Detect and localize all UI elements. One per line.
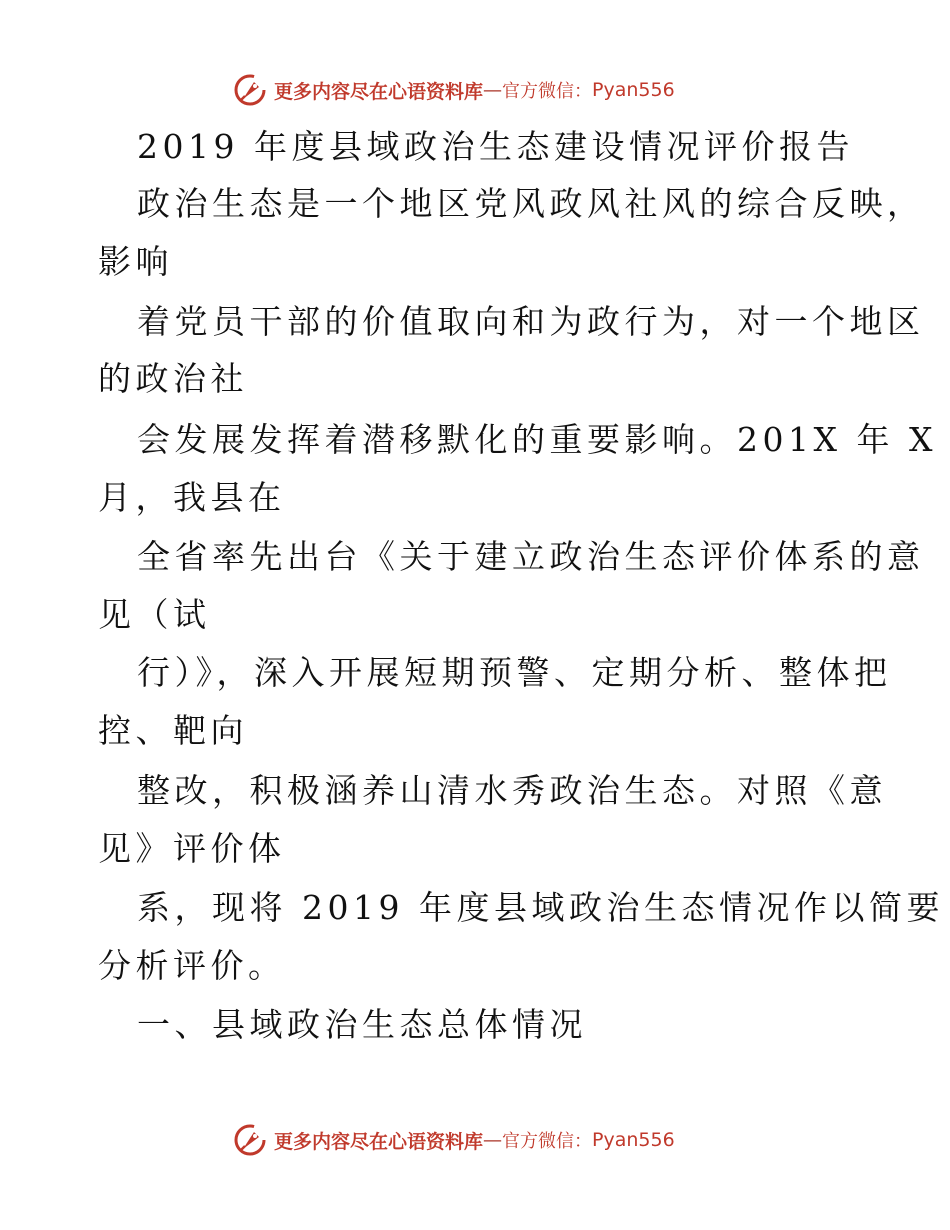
doc-line: 政治生态是一个地区党风政风社风的综合反映， [137, 184, 925, 223]
watermark-separator: — [483, 1129, 503, 1151]
doc-line: 的政治社 [98, 359, 248, 398]
watermark-separator: — [483, 79, 503, 101]
doc-line: 系，现将 2019 年度县域政治生态情况作以简要 [137, 888, 944, 927]
watermark-wechat-id: Pyan556 [592, 1129, 675, 1151]
pen-nib-logo-icon [232, 72, 268, 108]
watermark-wechat-id: Pyan556 [592, 79, 675, 101]
doc-line: 月，我县在 [98, 478, 286, 517]
doc-line: 全省率先出台《关于建立政治生态评价体系的意 [137, 537, 925, 576]
watermark-brand-text: 更多内容尽在心语资料库 [274, 1130, 484, 1153]
doc-line: 影响 [98, 242, 173, 281]
watermark-wechat-label: 官方微信： [502, 1131, 593, 1152]
doc-line: 会发展发挥着潜移默化的重要影响。201X 年 X [137, 420, 937, 459]
watermark-wechat-label: 官方微信： [502, 81, 593, 102]
section-heading: 一、县域政治生态总体情况 [137, 1005, 587, 1044]
watermark-brand-text: 更多内容尽在心语资料库 [274, 80, 484, 103]
doc-line: 见》评价体 [98, 829, 286, 868]
watermark-banner-top [232, 72, 675, 108]
doc-line: 控、靶向 [98, 711, 248, 750]
doc-line: 行）》，深入开展短期预警、定期分析、整体把 [137, 653, 892, 692]
doc-line: 整改，积极涵养山清水秀政治生态。对照《意 [137, 771, 887, 810]
watermark-banner-bottom [232, 1122, 675, 1158]
doc-line: 着党员干部的价值取向和为政行为，对一个地区 [137, 302, 925, 341]
doc-title: 2019 年度县域政治生态建设情况评价报告 [137, 127, 854, 166]
pen-nib-logo-icon [232, 1122, 268, 1158]
doc-line: 见（试 [98, 595, 211, 634]
doc-line: 分析评价。 [98, 946, 286, 985]
